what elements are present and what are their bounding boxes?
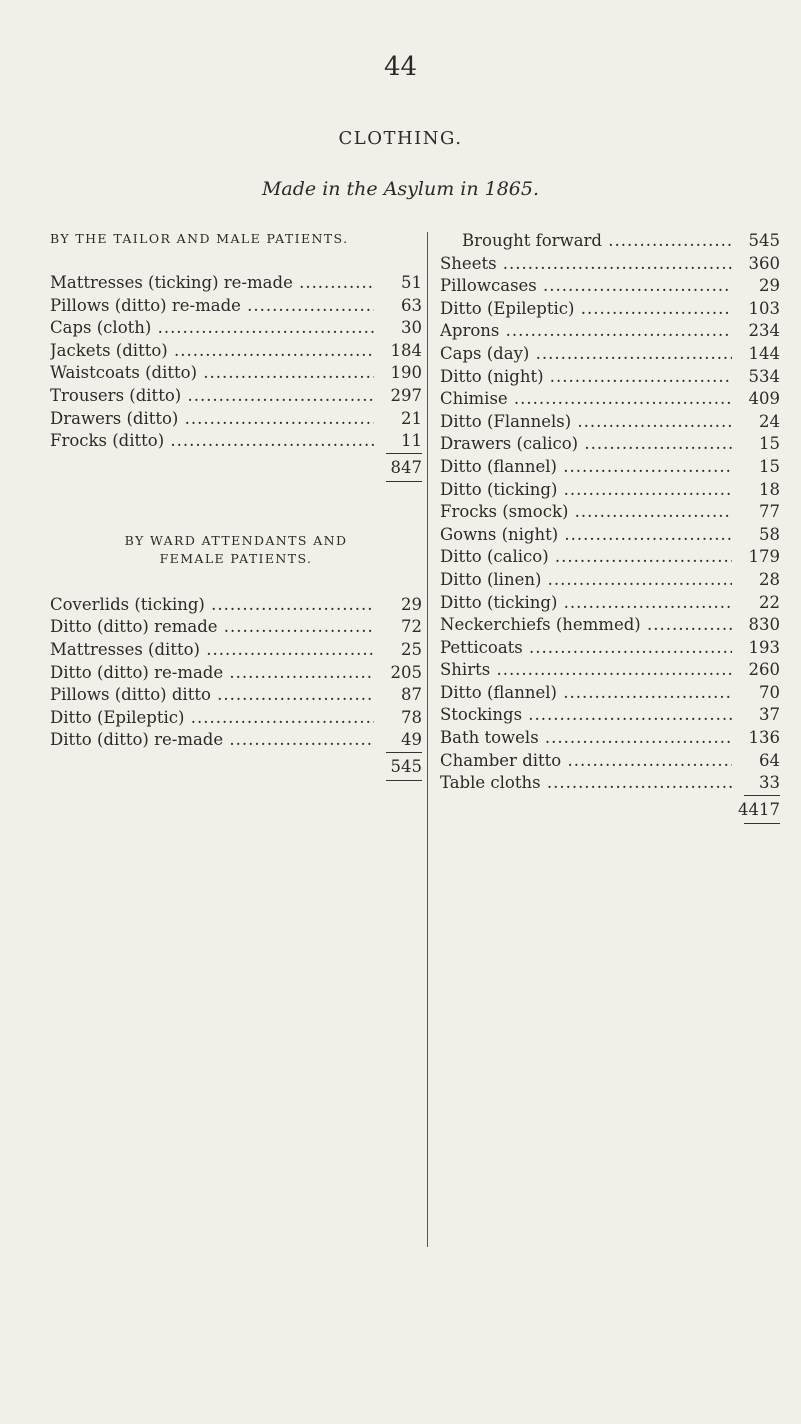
page-subtitle: Made in the Asylum in 1865. bbox=[261, 178, 540, 200]
item-label: Ditto (Epileptic) ..... bbox=[440, 298, 732, 321]
item-value: 25 bbox=[374, 639, 422, 662]
list-item bbox=[440, 253, 780, 276]
ward-heading-line-2: FEMALE PATIENTS. bbox=[159, 550, 313, 566]
item-value: 534 bbox=[732, 366, 780, 389]
item-label: Shirts ..... bbox=[440, 659, 732, 682]
item-label: Ditto (night) ..... bbox=[440, 366, 732, 389]
item-value: 37 bbox=[732, 704, 780, 727]
total-rule bbox=[386, 780, 422, 781]
list-item bbox=[440, 704, 780, 727]
list-item bbox=[440, 659, 780, 682]
item-value: 72 bbox=[374, 616, 422, 639]
item-value: 63 bbox=[374, 295, 422, 318]
item-value: 64 bbox=[732, 750, 780, 773]
item-label: Aprons ..... bbox=[440, 320, 732, 343]
item-value: 103 bbox=[732, 298, 780, 321]
tailor-total: 847 bbox=[390, 457, 422, 477]
item-value: 29 bbox=[732, 275, 780, 298]
continued-total-block bbox=[440, 795, 780, 824]
item-label: Chamber ditto ..... bbox=[440, 750, 732, 773]
list-item bbox=[50, 362, 422, 385]
item-value: 11 bbox=[374, 430, 422, 453]
ward-total-block bbox=[50, 752, 422, 781]
item-label: Drawers (ditto) ..... bbox=[50, 408, 374, 431]
list-item bbox=[50, 684, 422, 707]
list-item bbox=[440, 501, 780, 524]
item-label: Neckerchiefs (hemmed) ..... bbox=[440, 614, 732, 637]
item-label: Chimise ..... bbox=[440, 388, 732, 411]
item-label: Jackets (ditto) ..... bbox=[50, 340, 374, 363]
item-label: Ditto (flannel) ..... bbox=[440, 456, 732, 479]
item-value: 29 bbox=[374, 594, 422, 617]
item-label: Gowns (night) ..... bbox=[440, 524, 732, 547]
item-label: Trousers (ditto) ..... bbox=[50, 385, 374, 408]
total-rule bbox=[744, 823, 780, 824]
ward-total: 545 bbox=[390, 756, 422, 776]
item-value: 15 bbox=[732, 456, 780, 479]
item-value: 360 bbox=[732, 253, 780, 276]
list-item bbox=[440, 614, 780, 637]
list-item bbox=[440, 411, 780, 434]
item-label: Table cloths ..... bbox=[440, 772, 732, 795]
list-item bbox=[50, 594, 422, 617]
grand-total: 4417 bbox=[738, 799, 780, 819]
item-label: Ditto (linen) ..... bbox=[440, 569, 732, 592]
tailor-items-list bbox=[50, 272, 422, 453]
tailor-section-heading: BY THE TAILOR AND MALE PATIENTS. bbox=[50, 231, 349, 246]
item-label: Mattresses (ticking) re-made ..... bbox=[50, 272, 374, 295]
list-item bbox=[440, 320, 780, 343]
item-value: 51 bbox=[374, 272, 422, 295]
list-item bbox=[440, 772, 780, 795]
item-value: 70 bbox=[732, 682, 780, 705]
tailor-total-block bbox=[50, 453, 422, 482]
list-item bbox=[440, 343, 780, 366]
ward-heading-line-1: BY WARD ATTENDANTS AND bbox=[124, 532, 348, 548]
list-item bbox=[440, 546, 780, 569]
item-value: 30 bbox=[374, 317, 422, 340]
list-item bbox=[440, 366, 780, 389]
list-item bbox=[440, 298, 780, 321]
item-value: 18 bbox=[732, 479, 780, 502]
item-value: 297 bbox=[374, 385, 422, 408]
item-label: Ditto (Epileptic) ..... bbox=[50, 707, 374, 730]
item-label: Brought forward ..... bbox=[440, 230, 732, 253]
item-label: Pillowcases ..... bbox=[440, 275, 732, 298]
item-value: 78 bbox=[374, 707, 422, 730]
list-item bbox=[440, 592, 780, 615]
page-number: 44 bbox=[383, 52, 418, 82]
item-value: 144 bbox=[732, 343, 780, 366]
item-value: 545 bbox=[732, 230, 780, 253]
list-item bbox=[440, 433, 780, 456]
item-label: Ditto (Flannels) ..... bbox=[440, 411, 732, 434]
item-label: Pillows (ditto) re-made ..... bbox=[50, 295, 374, 318]
list-item bbox=[50, 707, 422, 730]
list-item bbox=[50, 295, 422, 318]
item-value: 260 bbox=[732, 659, 780, 682]
list-item bbox=[440, 682, 780, 705]
item-label: Petticoats ..... bbox=[440, 637, 732, 660]
item-label: Ditto (calico) ..... bbox=[440, 546, 732, 569]
list-item bbox=[50, 430, 422, 453]
list-item bbox=[440, 750, 780, 773]
item-value: 24 bbox=[732, 411, 780, 434]
item-value: 179 bbox=[732, 546, 780, 569]
continued-items-list bbox=[440, 230, 780, 795]
item-value: 193 bbox=[732, 637, 780, 660]
item-value: 205 bbox=[374, 662, 422, 685]
list-item bbox=[440, 230, 780, 253]
list-item bbox=[440, 569, 780, 592]
list-item bbox=[440, 275, 780, 298]
item-label: Caps (cloth) ..... bbox=[50, 317, 374, 340]
item-value: 15 bbox=[732, 433, 780, 456]
item-value: 234 bbox=[732, 320, 780, 343]
item-value: 136 bbox=[732, 727, 780, 750]
item-label: Sheets ..... bbox=[440, 253, 732, 276]
list-item bbox=[440, 456, 780, 479]
total-rule bbox=[386, 481, 422, 482]
list-item bbox=[50, 272, 422, 295]
item-value: 409 bbox=[732, 388, 780, 411]
item-label: Frocks (ditto) ..... bbox=[50, 430, 374, 453]
list-item bbox=[50, 616, 422, 639]
right-column bbox=[440, 230, 780, 824]
item-label: Ditto (ticking) ..... bbox=[440, 479, 732, 502]
item-label: Ditto (flannel) ..... bbox=[440, 682, 732, 705]
item-value: 184 bbox=[374, 340, 422, 363]
item-value: 830 bbox=[732, 614, 780, 637]
item-label: Pillows (ditto) ditto ..... bbox=[50, 684, 374, 707]
item-label: Coverlids (ticking) ..... bbox=[50, 594, 374, 617]
list-item bbox=[50, 662, 422, 685]
list-item bbox=[440, 479, 780, 502]
list-item bbox=[440, 388, 780, 411]
item-label: Waistcoats (ditto) ..... bbox=[50, 362, 374, 385]
item-label: Ditto (ditto) re-made ..... bbox=[50, 662, 374, 685]
item-value: 49 bbox=[374, 729, 422, 752]
column-divider bbox=[427, 232, 428, 1247]
ward-section-heading bbox=[50, 532, 422, 568]
list-item bbox=[440, 637, 780, 660]
item-label: Drawers (calico) ..... bbox=[440, 433, 732, 456]
list-item bbox=[50, 639, 422, 662]
ward-items-list bbox=[50, 594, 422, 752]
item-value: 21 bbox=[374, 408, 422, 431]
item-value: 22 bbox=[732, 592, 780, 615]
item-value: 87 bbox=[374, 684, 422, 707]
list-item bbox=[50, 385, 422, 408]
item-label: Frocks (smock) ..... bbox=[440, 501, 732, 524]
item-value: 190 bbox=[374, 362, 422, 385]
item-value: 77 bbox=[732, 501, 780, 524]
page-title: CLOTHING. bbox=[338, 128, 463, 149]
item-label: Mattresses (ditto) ..... bbox=[50, 639, 374, 662]
item-value: 28 bbox=[732, 569, 780, 592]
item-label: Caps (day) ..... bbox=[440, 343, 732, 366]
item-value: 33 bbox=[732, 772, 780, 795]
list-item bbox=[50, 729, 422, 752]
list-item bbox=[50, 340, 422, 363]
item-label: Ditto (ditto) re-made ..... bbox=[50, 729, 374, 752]
item-label: Ditto (ticking) ..... bbox=[440, 592, 732, 615]
list-item bbox=[440, 524, 780, 547]
item-value: 58 bbox=[732, 524, 780, 547]
item-label: Stockings ..... bbox=[440, 704, 732, 727]
item-label: Bath towels ..... bbox=[440, 727, 732, 750]
item-label: Ditto (ditto) remade ..... bbox=[50, 616, 374, 639]
left-column bbox=[50, 230, 422, 781]
list-item bbox=[50, 408, 422, 431]
list-item bbox=[440, 727, 780, 750]
list-item bbox=[50, 317, 422, 340]
